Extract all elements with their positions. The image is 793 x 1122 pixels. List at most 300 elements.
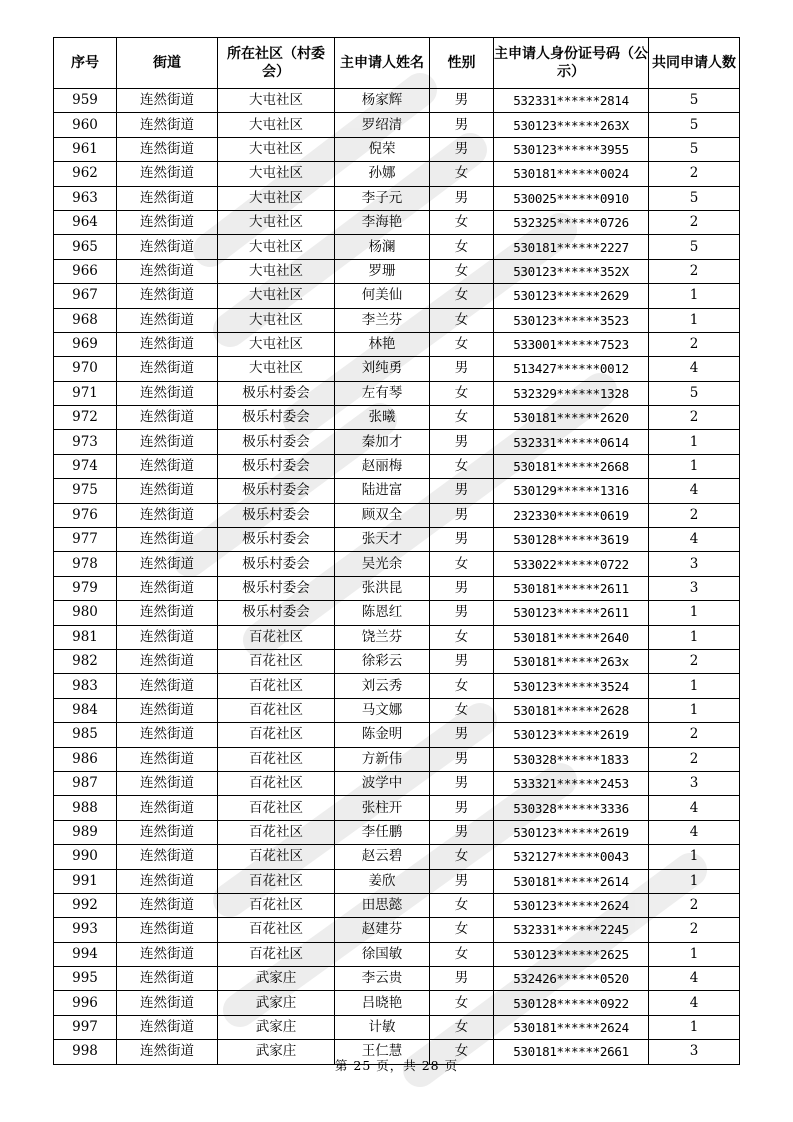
cell-id-number: 533001******7523 xyxy=(494,332,649,356)
cell-street: 连然街道 xyxy=(117,357,218,381)
table-row xyxy=(54,381,740,405)
cell-gender: 男 xyxy=(430,137,494,161)
cell-co-applicants: 1 xyxy=(649,625,740,649)
cell-community: 大屯社区 xyxy=(218,235,335,259)
cell-gender: 女 xyxy=(430,284,494,308)
cell-serial: 981 xyxy=(54,625,117,649)
cell-applicant-name: 罗绍清 xyxy=(335,113,430,137)
table-row xyxy=(54,991,740,1015)
cell-co-applicants: 2 xyxy=(649,893,740,917)
cell-gender: 女 xyxy=(430,625,494,649)
cell-community: 大屯社区 xyxy=(218,259,335,283)
cell-community: 大屯社区 xyxy=(218,210,335,234)
cell-gender: 男 xyxy=(430,771,494,795)
table-row xyxy=(54,796,740,820)
cell-co-applicants: 4 xyxy=(649,796,740,820)
cell-gender: 男 xyxy=(430,89,494,113)
cell-id-number: 532329******1328 xyxy=(494,381,649,405)
cell-id-number: 530123******3524 xyxy=(494,674,649,698)
cell-applicant-name: 陈恩红 xyxy=(335,601,430,625)
cell-id-number: 533321******2453 xyxy=(494,771,649,795)
cell-street: 连然街道 xyxy=(117,869,218,893)
cell-serial: 964 xyxy=(54,210,117,234)
cell-co-applicants: 5 xyxy=(649,113,740,137)
cell-gender: 男 xyxy=(430,357,494,381)
cell-serial: 986 xyxy=(54,747,117,771)
cell-street: 连然街道 xyxy=(117,162,218,186)
cell-id-number: 532331******2814 xyxy=(494,89,649,113)
cell-community: 极乐村委会 xyxy=(218,406,335,430)
cell-id-number: 513427******0012 xyxy=(494,357,649,381)
cell-co-applicants: 2 xyxy=(649,649,740,673)
cell-street: 连然街道 xyxy=(117,820,218,844)
cell-serial: 991 xyxy=(54,869,117,893)
cell-street: 连然街道 xyxy=(117,284,218,308)
cell-id-number: 530181******0024 xyxy=(494,162,649,186)
cell-applicant-name: 方新伟 xyxy=(335,747,430,771)
cell-gender: 女 xyxy=(430,235,494,259)
cell-community: 武家庄 xyxy=(218,967,335,991)
cell-community: 极乐村委会 xyxy=(218,503,335,527)
cell-gender: 男 xyxy=(430,723,494,747)
cell-applicant-name: 刘纯勇 xyxy=(335,357,430,381)
cell-id-number: 532127******0043 xyxy=(494,845,649,869)
cell-gender: 女 xyxy=(430,1015,494,1039)
table-row xyxy=(54,601,740,625)
cell-applicant-name: 顾双全 xyxy=(335,503,430,527)
cell-id-number: 530025******0910 xyxy=(494,186,649,210)
cell-street: 连然街道 xyxy=(117,406,218,430)
cell-street: 连然街道 xyxy=(117,552,218,576)
table-row xyxy=(54,869,740,893)
cell-serial: 976 xyxy=(54,503,117,527)
cell-serial: 989 xyxy=(54,820,117,844)
cell-applicant-name: 张洪昆 xyxy=(335,576,430,600)
cell-serial: 992 xyxy=(54,893,117,917)
cell-id-number: 530123******2619 xyxy=(494,820,649,844)
cell-community: 极乐村委会 xyxy=(218,601,335,625)
cell-gender: 女 xyxy=(430,381,494,405)
cell-serial: 994 xyxy=(54,942,117,966)
cell-id-number: 530123******2625 xyxy=(494,942,649,966)
table-row xyxy=(54,503,740,527)
cell-serial: 959 xyxy=(54,89,117,113)
table-row xyxy=(54,430,740,454)
table-row xyxy=(54,210,740,234)
table-row xyxy=(54,576,740,600)
cell-street: 连然街道 xyxy=(117,674,218,698)
cell-community: 武家庄 xyxy=(218,991,335,1015)
cell-applicant-name: 李子元 xyxy=(335,186,430,210)
cell-serial: 988 xyxy=(54,796,117,820)
table-row xyxy=(54,649,740,673)
cell-id-number: 530181******2227 xyxy=(494,235,649,259)
cell-street: 连然街道 xyxy=(117,796,218,820)
cell-serial: 995 xyxy=(54,967,117,991)
cell-street: 连然街道 xyxy=(117,942,218,966)
header-id-number: 主申请人身份证号码（公示） xyxy=(494,38,649,89)
cell-community: 极乐村委会 xyxy=(218,430,335,454)
cell-street: 连然街道 xyxy=(117,1015,218,1039)
cell-id-number: 530181******263x xyxy=(494,649,649,673)
cell-gender: 男 xyxy=(430,869,494,893)
cell-street: 连然街道 xyxy=(117,528,218,552)
cell-serial: 975 xyxy=(54,479,117,503)
cell-id-number: 533022******0722 xyxy=(494,552,649,576)
cell-serial: 971 xyxy=(54,381,117,405)
cell-co-applicants: 1 xyxy=(649,869,740,893)
cell-applicant-name: 李海艳 xyxy=(335,210,430,234)
cell-serial: 987 xyxy=(54,771,117,795)
cell-co-applicants: 5 xyxy=(649,137,740,161)
cell-id-number: 530181******2661 xyxy=(494,1040,649,1064)
header-street: 街道 xyxy=(117,38,218,89)
cell-serial: 970 xyxy=(54,357,117,381)
cell-gender: 女 xyxy=(430,674,494,698)
cell-applicant-name: 李兰芬 xyxy=(335,308,430,332)
cell-street: 连然街道 xyxy=(117,308,218,332)
cell-gender: 女 xyxy=(430,454,494,478)
cell-applicant-name: 陆进富 xyxy=(335,479,430,503)
header-gender: 性别 xyxy=(430,38,494,89)
cell-street: 连然街道 xyxy=(117,967,218,991)
cell-gender: 女 xyxy=(430,991,494,1015)
cell-community: 极乐村委会 xyxy=(218,381,335,405)
cell-street: 连然街道 xyxy=(117,381,218,405)
cell-co-applicants: 5 xyxy=(649,186,740,210)
cell-serial: 960 xyxy=(54,113,117,137)
cell-applicant-name: 林艳 xyxy=(335,332,430,356)
cell-serial: 996 xyxy=(54,991,117,1015)
cell-id-number: 530128******3619 xyxy=(494,528,649,552)
cell-street: 连然街道 xyxy=(117,332,218,356)
cell-community: 百花社区 xyxy=(218,771,335,795)
cell-co-applicants: 1 xyxy=(649,308,740,332)
cell-applicant-name: 吴光余 xyxy=(335,552,430,576)
cell-community: 百花社区 xyxy=(218,649,335,673)
cell-id-number: 530123******263X xyxy=(494,113,649,137)
cell-id-number: 530123******2611 xyxy=(494,601,649,625)
cell-serial: 998 xyxy=(54,1040,117,1064)
cell-street: 连然街道 xyxy=(117,893,218,917)
cell-applicant-name: 何美仙 xyxy=(335,284,430,308)
table-row xyxy=(54,723,740,747)
cell-co-applicants: 2 xyxy=(649,723,740,747)
table-body xyxy=(54,89,740,1065)
cell-id-number: 530129******1316 xyxy=(494,479,649,503)
cell-street: 连然街道 xyxy=(117,991,218,1015)
cell-community: 大屯社区 xyxy=(218,113,335,137)
cell-applicant-name: 田思懿 xyxy=(335,893,430,917)
cell-community: 极乐村委会 xyxy=(218,528,335,552)
cell-co-applicants: 2 xyxy=(649,918,740,942)
table-row xyxy=(54,698,740,722)
table-row xyxy=(54,893,740,917)
cell-street: 连然街道 xyxy=(117,845,218,869)
table-row xyxy=(54,308,740,332)
cell-street: 连然街道 xyxy=(117,186,218,210)
cell-gender: 男 xyxy=(430,820,494,844)
cell-applicant-name: 倪荣 xyxy=(335,137,430,161)
cell-applicant-name: 赵云碧 xyxy=(335,845,430,869)
cell-gender: 女 xyxy=(430,210,494,234)
cell-gender: 男 xyxy=(430,430,494,454)
cell-co-applicants: 4 xyxy=(649,357,740,381)
cell-co-applicants: 3 xyxy=(649,1040,740,1064)
cell-co-applicants: 5 xyxy=(649,89,740,113)
cell-street: 连然街道 xyxy=(117,259,218,283)
cell-community: 百花社区 xyxy=(218,869,335,893)
cell-co-applicants: 3 xyxy=(649,576,740,600)
cell-id-number: 530123******2619 xyxy=(494,723,649,747)
cell-community: 百花社区 xyxy=(218,674,335,698)
cell-co-applicants: 2 xyxy=(649,503,740,527)
cell-gender: 女 xyxy=(430,332,494,356)
cell-community: 极乐村委会 xyxy=(218,576,335,600)
cell-street: 连然街道 xyxy=(117,235,218,259)
cell-applicant-name: 张天才 xyxy=(335,528,430,552)
header-co-applicants: 共同申请人数 xyxy=(649,38,740,89)
table-row xyxy=(54,259,740,283)
cell-id-number: 530328******1833 xyxy=(494,747,649,771)
cell-community: 大屯社区 xyxy=(218,186,335,210)
cell-co-applicants: 2 xyxy=(649,406,740,430)
cell-serial: 990 xyxy=(54,845,117,869)
cell-id-number: 530181******2620 xyxy=(494,406,649,430)
cell-community: 大屯社区 xyxy=(218,308,335,332)
cell-applicant-name: 王仁慧 xyxy=(335,1040,430,1064)
cell-id-number: 532331******0614 xyxy=(494,430,649,454)
cell-gender: 女 xyxy=(430,162,494,186)
cell-street: 连然街道 xyxy=(117,503,218,527)
cell-id-number: 530181******2611 xyxy=(494,576,649,600)
table-row xyxy=(54,162,740,186)
cell-community: 大屯社区 xyxy=(218,284,335,308)
cell-co-applicants: 4 xyxy=(649,479,740,503)
cell-id-number: 530181******2614 xyxy=(494,869,649,893)
cell-co-applicants: 2 xyxy=(649,259,740,283)
cell-gender: 男 xyxy=(430,503,494,527)
cell-co-applicants: 1 xyxy=(649,942,740,966)
cell-gender: 女 xyxy=(430,698,494,722)
cell-gender: 男 xyxy=(430,967,494,991)
cell-co-applicants: 4 xyxy=(649,991,740,1015)
table-row xyxy=(54,845,740,869)
cell-community: 大屯社区 xyxy=(218,357,335,381)
cell-gender: 女 xyxy=(430,918,494,942)
table-row xyxy=(54,918,740,942)
cell-id-number: 530123******3955 xyxy=(494,137,649,161)
cell-serial: 977 xyxy=(54,528,117,552)
cell-applicant-name: 赵丽梅 xyxy=(335,454,430,478)
page-footer: 第 25 页，共 28 页 xyxy=(334,1058,459,1073)
cell-serial: 967 xyxy=(54,284,117,308)
cell-community: 百花社区 xyxy=(218,723,335,747)
table-header-row xyxy=(54,38,740,89)
cell-community: 大屯社区 xyxy=(218,162,335,186)
cell-street: 连然街道 xyxy=(117,601,218,625)
cell-id-number: 530181******2628 xyxy=(494,698,649,722)
cell-co-applicants: 1 xyxy=(649,601,740,625)
table-row xyxy=(54,967,740,991)
cell-co-applicants: 2 xyxy=(649,332,740,356)
cell-applicant-name: 陈金明 xyxy=(335,723,430,747)
cell-gender: 女 xyxy=(430,308,494,332)
applicant-table xyxy=(53,37,740,1065)
cell-id-number: 532331******2245 xyxy=(494,918,649,942)
header-applicant-name: 主申请人姓名 xyxy=(335,38,430,89)
header-serial: 序号 xyxy=(54,38,117,89)
cell-community: 大屯社区 xyxy=(218,332,335,356)
cell-id-number: 532325******0726 xyxy=(494,210,649,234)
cell-id-number: 530328******3336 xyxy=(494,796,649,820)
table-row xyxy=(54,771,740,795)
cell-gender: 女 xyxy=(430,942,494,966)
table-row xyxy=(54,454,740,478)
cell-serial: 961 xyxy=(54,137,117,161)
cell-id-number: 530123******352X xyxy=(494,259,649,283)
table-row xyxy=(54,113,740,137)
cell-id-number: 530123******2624 xyxy=(494,893,649,917)
cell-co-applicants: 4 xyxy=(649,820,740,844)
cell-applicant-name: 杨家辉 xyxy=(335,89,430,113)
cell-applicant-name: 波学中 xyxy=(335,771,430,795)
cell-co-applicants: 4 xyxy=(649,528,740,552)
cell-serial: 984 xyxy=(54,698,117,722)
cell-co-applicants: 2 xyxy=(649,162,740,186)
table-row xyxy=(54,1015,740,1039)
cell-applicant-name: 左有琴 xyxy=(335,381,430,405)
cell-co-applicants: 1 xyxy=(649,430,740,454)
table-row xyxy=(54,284,740,308)
cell-co-applicants: 1 xyxy=(649,1015,740,1039)
table-row xyxy=(54,186,740,210)
cell-applicant-name: 秦加才 xyxy=(335,430,430,454)
cell-applicant-name: 计敏 xyxy=(335,1015,430,1039)
cell-co-applicants: 2 xyxy=(649,747,740,771)
cell-street: 连然街道 xyxy=(117,113,218,137)
cell-street: 连然街道 xyxy=(117,747,218,771)
cell-co-applicants: 1 xyxy=(649,284,740,308)
table-row xyxy=(54,747,740,771)
cell-gender: 男 xyxy=(430,796,494,820)
cell-applicant-name: 饶兰芬 xyxy=(335,625,430,649)
cell-applicant-name: 李任鹏 xyxy=(335,820,430,844)
cell-id-number: 232330******0619 xyxy=(494,503,649,527)
cell-serial: 982 xyxy=(54,649,117,673)
cell-serial: 965 xyxy=(54,235,117,259)
table-row xyxy=(54,528,740,552)
cell-community: 极乐村委会 xyxy=(218,454,335,478)
cell-street: 连然街道 xyxy=(117,723,218,747)
cell-gender: 女 xyxy=(430,1040,494,1064)
cell-id-number: 530181******2640 xyxy=(494,625,649,649)
cell-id-number: 530128******0922 xyxy=(494,991,649,1015)
table-row xyxy=(54,625,740,649)
table-row xyxy=(54,479,740,503)
cell-gender: 男 xyxy=(430,649,494,673)
cell-serial: 979 xyxy=(54,576,117,600)
cell-community: 武家庄 xyxy=(218,1040,335,1064)
cell-street: 连然街道 xyxy=(117,1040,218,1064)
cell-co-applicants: 3 xyxy=(649,771,740,795)
cell-applicant-name: 刘云秀 xyxy=(335,674,430,698)
cell-applicant-name: 杨澜 xyxy=(335,235,430,259)
cell-community: 极乐村委会 xyxy=(218,479,335,503)
table-row xyxy=(54,406,740,430)
cell-co-applicants: 3 xyxy=(649,552,740,576)
cell-serial: 974 xyxy=(54,454,117,478)
table-row xyxy=(54,332,740,356)
cell-street: 连然街道 xyxy=(117,576,218,600)
cell-applicant-name: 张柱开 xyxy=(335,796,430,820)
cell-serial: 993 xyxy=(54,918,117,942)
cell-gender: 男 xyxy=(430,479,494,503)
cell-serial: 963 xyxy=(54,186,117,210)
table-row xyxy=(54,357,740,381)
cell-applicant-name: 徐彩云 xyxy=(335,649,430,673)
cell-applicant-name: 李云贵 xyxy=(335,967,430,991)
cell-community: 百花社区 xyxy=(218,747,335,771)
cell-applicant-name: 张曦 xyxy=(335,406,430,430)
cell-co-applicants: 1 xyxy=(649,454,740,478)
cell-street: 连然街道 xyxy=(117,698,218,722)
cell-community: 大屯社区 xyxy=(218,89,335,113)
cell-community: 百花社区 xyxy=(218,845,335,869)
cell-street: 连然街道 xyxy=(117,479,218,503)
cell-street: 连然街道 xyxy=(117,210,218,234)
cell-gender: 男 xyxy=(430,747,494,771)
table-row xyxy=(54,235,740,259)
cell-community: 百花社区 xyxy=(218,918,335,942)
cell-community: 百花社区 xyxy=(218,796,335,820)
cell-serial: 997 xyxy=(54,1015,117,1039)
cell-id-number: 530123******3523 xyxy=(494,308,649,332)
cell-gender: 男 xyxy=(430,186,494,210)
cell-community: 百花社区 xyxy=(218,625,335,649)
cell-applicant-name: 吕晓艳 xyxy=(335,991,430,1015)
header-community: 所在社区（村委会） xyxy=(218,38,335,89)
cell-co-applicants: 4 xyxy=(649,967,740,991)
cell-co-applicants: 1 xyxy=(649,845,740,869)
cell-serial: 968 xyxy=(54,308,117,332)
cell-street: 连然街道 xyxy=(117,625,218,649)
cell-street: 连然街道 xyxy=(117,454,218,478)
cell-applicant-name: 马文娜 xyxy=(335,698,430,722)
cell-id-number: 530123******2629 xyxy=(494,284,649,308)
cell-co-applicants: 5 xyxy=(649,235,740,259)
cell-gender: 男 xyxy=(430,601,494,625)
cell-co-applicants: 5 xyxy=(649,381,740,405)
cell-co-applicants: 2 xyxy=(649,210,740,234)
cell-community: 百花社区 xyxy=(218,820,335,844)
cell-applicant-name: 徐国敏 xyxy=(335,942,430,966)
cell-gender: 男 xyxy=(430,576,494,600)
cell-street: 连然街道 xyxy=(117,649,218,673)
table-row xyxy=(54,137,740,161)
table-row xyxy=(54,89,740,113)
cell-street: 连然街道 xyxy=(117,89,218,113)
cell-community: 大屯社区 xyxy=(218,137,335,161)
table-row xyxy=(54,674,740,698)
cell-gender: 女 xyxy=(430,552,494,576)
cell-serial: 973 xyxy=(54,430,117,454)
cell-community: 极乐村委会 xyxy=(218,552,335,576)
cell-applicant-name: 孙娜 xyxy=(335,162,430,186)
cell-community: 百花社区 xyxy=(218,942,335,966)
cell-serial: 985 xyxy=(54,723,117,747)
cell-applicant-name: 姜欣 xyxy=(335,869,430,893)
